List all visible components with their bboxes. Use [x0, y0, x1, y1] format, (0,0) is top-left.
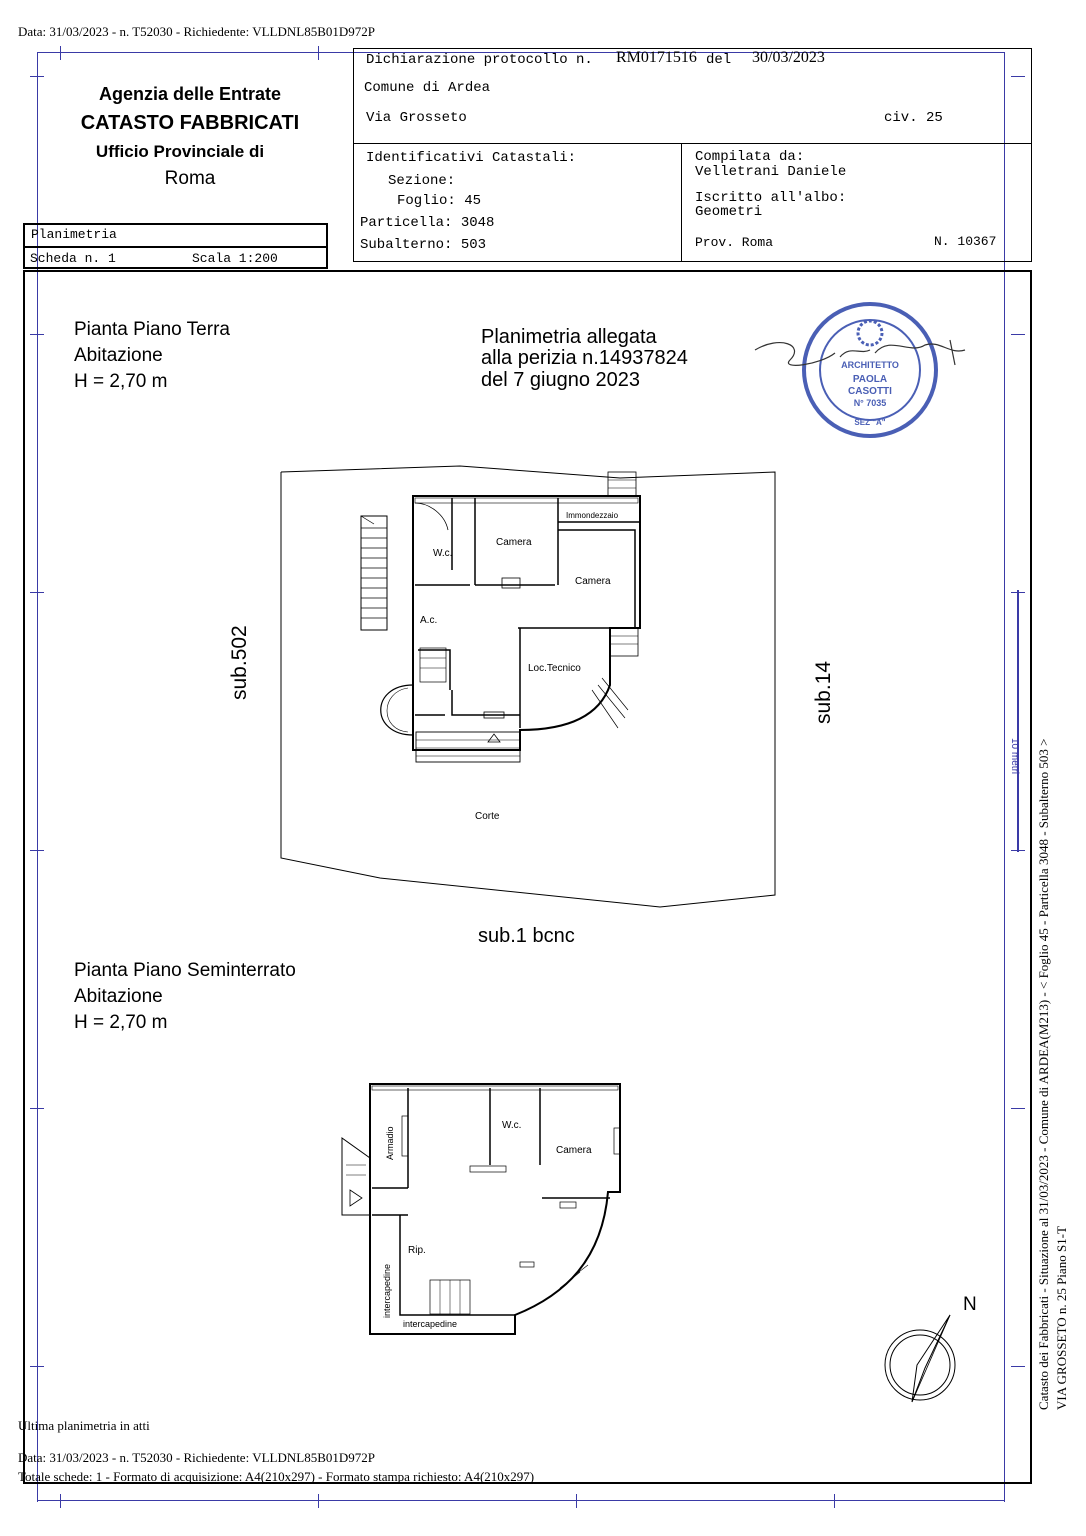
room-corte: Corte — [475, 811, 500, 822]
frame-tick — [834, 1494, 835, 1508]
header-request-line: Data: 31/03/2023 - n. T52030 - Richiedente: VLLDNL85B01D972P — [18, 24, 375, 39]
identificativi-foglio: Foglio: 45 — [397, 193, 482, 209]
declaration-del: del — [706, 52, 732, 68]
piano-seminterrato-title: Pianta Piano Seminterrato — [74, 960, 296, 981]
identificativi-title: Identificativi Catastali: — [366, 150, 577, 166]
scale-bar — [1017, 590, 1019, 852]
agency-line4: Roma — [164, 168, 216, 189]
scheda-title: Planimetria — [31, 227, 117, 242]
declaration-via: Via Grosseto — [366, 110, 467, 126]
frame-tick — [576, 1494, 577, 1508]
basement-room-wc: W.c. — [502, 1120, 522, 1131]
room-ac: A.c. — [420, 615, 438, 626]
side-text-line2: VIA GROSSETO n. 25 Piano S1-T — [1054, 1226, 1069, 1410]
basement-room-armadio: Armadio — [385, 1126, 395, 1160]
perizia-line1: Planimetria allegata — [481, 326, 657, 348]
stamp-name2: CASOTTI — [848, 386, 892, 397]
compilata-label: Compilata da: — [695, 149, 805, 165]
room-camera-1: Camera — [496, 537, 532, 548]
perizia-line2: alla perizia n.14937824 — [481, 347, 688, 369]
footer-totale: Totale schede: 1 - Formato di acquisizione: A4(210x297) - Formato stampa richiesto: A4(210x297) — [18, 1469, 535, 1484]
north-arrow-icon — [880, 1310, 970, 1410]
declaration-number: RM0171516 — [616, 49, 697, 66]
frame-tick — [60, 1494, 61, 1508]
scheda-divider — [24, 246, 327, 248]
frame-tick — [318, 1494, 319, 1508]
agency-line1: Agenzia delle Entrate — [98, 84, 282, 104]
piano-terra-use: Abitazione — [74, 345, 163, 366]
perizia-line3: del 7 giugno 2023 — [481, 369, 641, 391]
compilata-albo: Geometri — [695, 204, 763, 220]
stamp-name1: PAOLA — [852, 374, 888, 385]
architect-stamp — [750, 295, 980, 455]
neighbor-bottom: sub.1 bcnc — [478, 925, 575, 947]
basement-floor-plan — [330, 1070, 640, 1340]
stamp-sez: SEZ "A" — [854, 418, 886, 427]
footer-data: Data: 31/03/2023 - n. T52030 - Richiedente: VLLDNL85B01D972P — [18, 1450, 375, 1465]
frame-tick — [30, 76, 44, 77]
declaration-label: Dichiarazione protocollo n. — [366, 52, 593, 68]
scale-bar-label: 10 metri — [1009, 738, 1020, 775]
identificativi-sezione: Sezione: — [388, 173, 456, 189]
side-text-line1: Catasto dei Fabbricati - Situazione al 31/03/2023 - Comune di ARDEA(M213) - < Foglio 45 - Particella 3048 - Subalterno 503 > — [1036, 738, 1051, 1410]
room-immondezzaio: Immondezzaio — [566, 511, 619, 520]
ground-floor-plan — [230, 460, 850, 960]
basement-room-rip: Rip. — [408, 1245, 426, 1256]
room-loc-tecnico: Loc.Tecnico — [528, 663, 581, 674]
piano-terra-title: Pianta Piano Terra — [74, 319, 230, 340]
north-label: N — [963, 1294, 977, 1315]
scheda-scala: Scala 1:200 — [192, 251, 278, 266]
compilata-name: Velletrani Daniele — [695, 164, 847, 180]
scheda-number: Scheda n. 1 — [30, 251, 116, 266]
room-camera-2: Camera — [575, 576, 611, 587]
frame-tick — [318, 46, 319, 60]
agency-line2: CATASTO FABBRICATI — [80, 112, 300, 134]
frame-bottom-line — [37, 1500, 1005, 1501]
basement-intercapedine-h: intercapedine — [403, 1319, 458, 1329]
declaration-comune: Comune di Ardea — [364, 80, 491, 96]
piano-seminterrato-use: Abitazione — [74, 986, 163, 1007]
basement-intercapedine-v: intercapedine — [382, 1263, 392, 1318]
compilata-albo-label: Iscritto all'albo: — [695, 190, 847, 206]
piano-terra-height: H = 2,70 m — [74, 371, 168, 392]
basement-room-camera: Camera — [556, 1145, 592, 1156]
neighbor-left-label: sub.502 — [228, 625, 251, 700]
footer-ultima: Ultima planimetria in atti — [18, 1418, 150, 1433]
piano-seminterrato-height: H = 2,70 m — [74, 1012, 168, 1033]
agency-line3: Ufficio Provinciale di — [95, 142, 265, 161]
neighbor-right-label: sub.14 — [812, 660, 835, 724]
identificativi-particella: Particella: 3048 — [360, 215, 495, 231]
declaration-civ: civ. 25 — [884, 110, 943, 126]
room-wc: W.c. — [433, 548, 453, 559]
stamp-number: N° 7035 — [853, 398, 887, 408]
declaration-date: 30/03/2023 — [752, 49, 825, 66]
neighbor-right — [812, 661, 836, 724]
compilata-prov: Prov. Roma — [695, 235, 774, 250]
compilata-num: N. 10367 — [934, 234, 997, 249]
stamp-role: ARCHITETTO — [841, 360, 899, 370]
identificativi-subalterno: Subalterno: 503 — [360, 237, 487, 253]
frame-tick — [60, 46, 61, 60]
